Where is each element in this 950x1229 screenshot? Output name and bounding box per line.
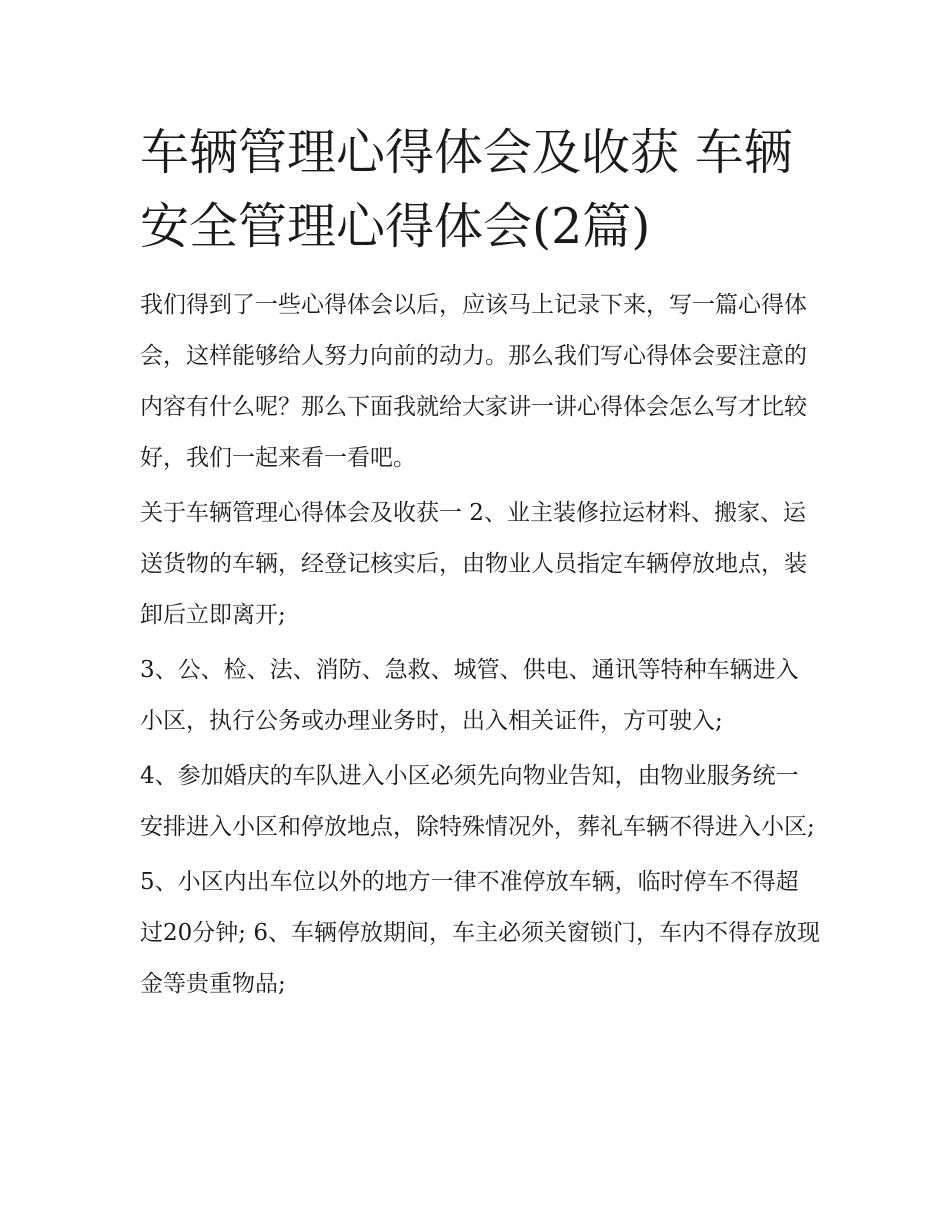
paragraph-item-2: 关于车辆管理心得体会及收获一 2、业主装修拉运材料、搬家、运送货物的车辆，经登记核实后，由物业人员指定车辆停放地点，装卸后立即离开; [140, 500, 807, 628]
document-body [140, 116, 820, 1014]
paragraph-item-3: 3、公、检、法、消防、急救、城管、供电、通讯等特种车辆进入小区，执行公务或办理业务时，出入相关证件，方可驶入; [140, 657, 799, 734]
intro-paragraph: 我们得到了一些心得体会以后，应该马上记录下来，写一篇心得体会，这样能够给人努力向前的动力。那么我们写心得体会要注意的内容有什么呢？那么下面我就给大家讲一讲心得体会怎么写才比较好，我们一起来看一看吧。 [140, 292, 807, 471]
paragraph-item-4: 4、参加婚庆的车队进入小区必须先向物业告知，由物业服务统一安排进入小区和停放地点，除特殊情况外，葬礼车辆不得进入小区; [140, 763, 815, 840]
document-title: 车辆管理心得体会及收获 车辆安全管理心得体会(2篇) [140, 124, 793, 255]
paragraph-item-5-6: 5、小区内出车位以外的地方一律不准停放车辆，临时停车不得超过20分钟; 6、车辆停放期间，车主必须关窗锁门，车内不得存放现金等贵重物品; [140, 869, 820, 997]
